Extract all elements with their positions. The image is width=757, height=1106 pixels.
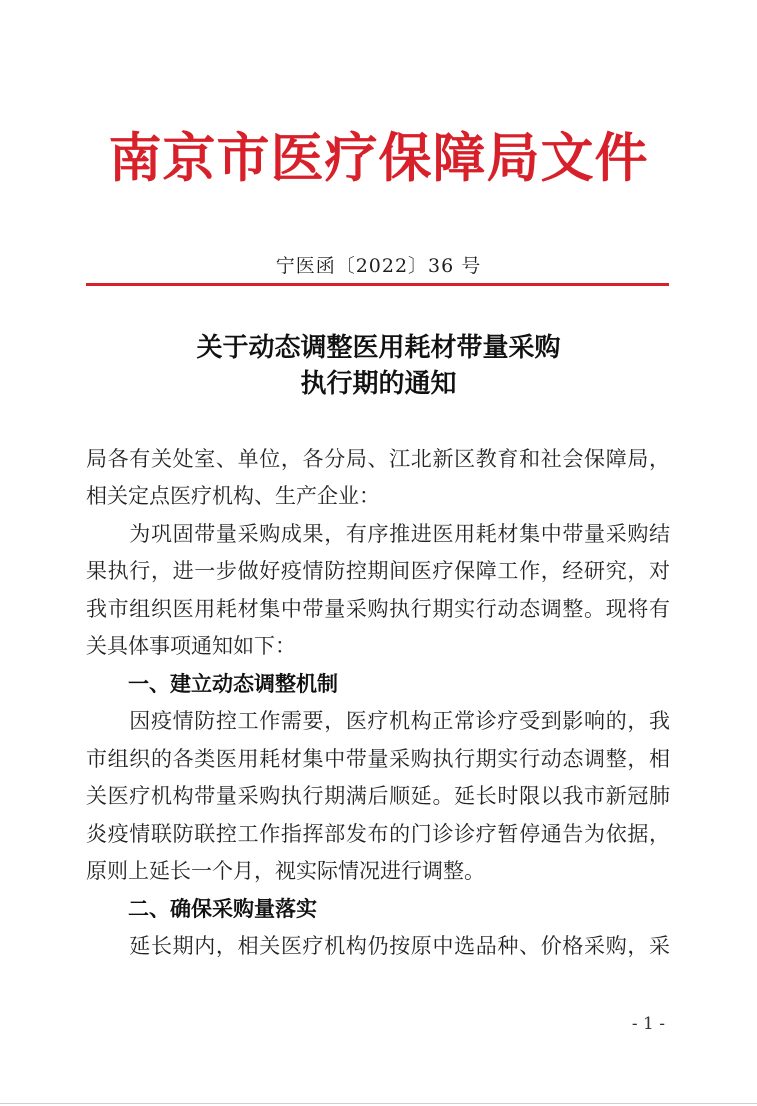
- section-heading-2: 二、确保采购量落实: [128, 897, 317, 921]
- page-bottom-edge: [0, 1103, 757, 1104]
- recipients-line-2: 相关定点医疗机构、生产企业：: [86, 484, 380, 508]
- paragraph-line: 因疫情防控工作需要，医疗机构正常诊疗受到影响的，我: [86, 709, 670, 733]
- paragraph-line: 为巩固带量采购成果，有序推进医用耗材集中带量采购结: [86, 522, 670, 546]
- paragraph-line: 原则上延长一个月，视实际情况进行调整。: [86, 859, 485, 883]
- paragraph-line: 关医疗机构带量采购执行期满后顺延。延长时限以我市新冠肺: [86, 784, 670, 808]
- paragraph-line: 我市组织医用耗材集中带量采购执行期实行动态调整。现将有: [86, 597, 670, 621]
- paragraph-line: 延长期内，相关医疗机构仍按原中选品种、价格采购，采: [86, 934, 670, 958]
- document-number: 宁医函〔2022〕36 号: [275, 255, 482, 277]
- paragraph-line: 炎疫情联防联控工作指挥部发布的门诊诊疗暂停通告为依据，: [86, 822, 670, 846]
- notice-title-line-2: 执行期的通知: [300, 369, 457, 399]
- paragraph-line: 市组织的各类医用耗材集中带量采购执行期实行动态调整，相: [86, 747, 670, 771]
- masthead-title: 南京市医疗保障局文件: [108, 127, 649, 189]
- paragraph-line: 果执行，进一步做好疫情防控期间医疗保障工作，经研究，对: [86, 559, 670, 583]
- red-separator-line: [86, 283, 669, 286]
- section-heading-1: 一、建立动态调整机制: [128, 672, 338, 696]
- notice-title-line-1: 关于动态调整医用耗材带量采购: [196, 333, 561, 363]
- paragraph-line: 关具体事项通知如下：: [86, 634, 296, 658]
- recipients-line-1: 局各有关处室、单位，各分局、江北新区教育和社会保障局，: [86, 447, 670, 471]
- page-number: - 1 -: [631, 1014, 665, 1034]
